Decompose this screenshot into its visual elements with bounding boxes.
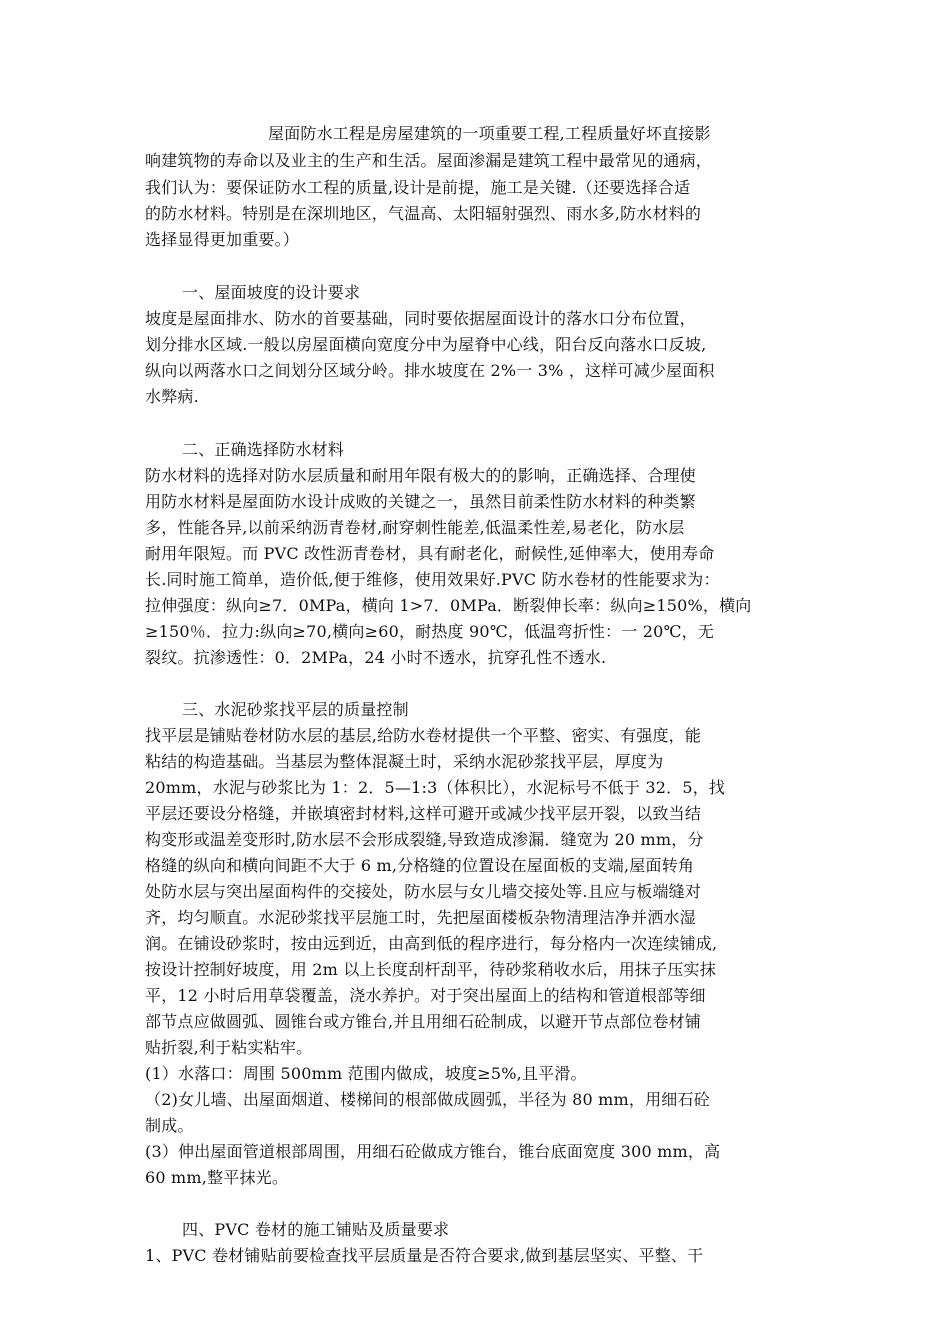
section-3-line-8: 齐，均匀顺直。水泥砂浆找平层施工时，先把屋面楼板杂物清理洁净并洒水湿 xyxy=(145,908,696,927)
section-4-line-1: 1、PVC 卷材铺贴前要检查找平层质量是否符合要求,做到基层坚实、平整、干 xyxy=(145,1246,704,1265)
section-3-line-3: 20mm，水泥与砂浆比为 1：2．5—1:3（体积比），水泥标号不低于 32．5，找 xyxy=(145,778,726,797)
paragraph-intro-line-2: 响建筑物的寿命以及业主的生产和生活。屋面渗漏是建筑工程中最常见的通病， xyxy=(145,151,713,170)
list-item-3-line-1: (3）伸出屋面管道根部周围，用细石砼做成方锥台，锥台底面宽度 300 mm，高 xyxy=(145,1142,721,1161)
section-3-line-9: 润。在铺设砂浆时，按由远到近，由高到低的程序进行，每分格内一次连续铺成, xyxy=(145,934,718,953)
section-1-line-1: 坡度是屋面排水、防水的首要基础，同时要依据屋面设计的落水口分布位置， xyxy=(145,309,696,328)
section-3-line-1: 找平层是铺贴卷材防水层的基层,给防水卷材提供一个平整、密实、有强度，能 xyxy=(145,726,702,745)
section-2-line-4: 耐用年限短。而 PVC 改性沥青卷材，具有耐老化，耐候性,延伸率大，使用寿命 xyxy=(145,544,715,563)
section-3-line-7: 处防水层与突出屋面构件的交接处，防水层与女儿墙交接处等.且应与板端缝对 xyxy=(145,882,702,901)
section-3-line-12: 部节点应做圆弧、圆锥台或方锥台,并且用细石砼制成，以避开节点部位卷材铺 xyxy=(145,1012,702,1031)
paragraph-intro-line-3: 我们认为：要保证防水工程的质量,设计是前提，施工是关键.（还要选择合适 xyxy=(145,178,691,197)
paragraph-intro-line-1: 屋面防水工程是房屋建筑的一项重要工程,工程质量好坏直接影 xyxy=(268,124,711,143)
section-heading-3: 三、水泥砂浆找平层的质量控制 xyxy=(182,700,409,719)
section-2-line-1: 防水材料的选择对防水层质量和耐用年限有极大的的影响，正确选择、合理使 xyxy=(145,466,696,485)
list-item-3-line-2: 60 mm,整平抹光。 xyxy=(145,1168,289,1187)
section-3-line-4: 平层还要设分格缝，并嵌填密封材料,这样可避开或减少找平层开裂，以致当结 xyxy=(145,804,702,823)
list-item-1: (1）水落口：周围 500mm 范围内做成，坡度≥5%,且平滑。 xyxy=(145,1064,587,1083)
section-1-line-4: 水弊病. xyxy=(145,387,199,406)
section-3-line-13: 贴折裂,利于粘实粘牢。 xyxy=(145,1038,313,1057)
section-1-line-3: 纵向以两落水口之间划分区域分岭。排水坡度在 2%一 3% ，这样可减少屋面积 xyxy=(145,361,715,380)
list-item-2-line-2: 制成。 xyxy=(145,1116,194,1135)
paragraph-intro-line-5: 选择显得更加重要。） xyxy=(145,230,300,249)
section-2-line-8: 裂纹。抗渗透性：0．2MPa，24 小时不透水，抗穿孔性不透水. xyxy=(145,648,607,667)
section-3-line-11: 平，12 小时后用草袋覆盖，浇水养护。对于突出屋面上的结构和管道根部等细 xyxy=(145,986,706,1005)
section-heading-4: 四、PVC 卷材的施工铺贴及质量要求 xyxy=(182,1220,450,1239)
paragraph-intro-line-4: 的防水材料。特别是在深圳地区，气温高、太阳辐射强烈、雨水多,防水材料的 xyxy=(145,204,702,223)
section-2-line-7: ≥150％．拉力:纵向≥70,横向≥60，耐热度 90℃，低温弯折性：一 20℃，无 xyxy=(145,622,715,641)
section-heading-1: 一、屋面坡度的设计要求 xyxy=(182,283,361,302)
section-3-line-6: 格缝的纵向和横向间距不大于 6 m,分格缝的位置设在屋面板的支端,屋面转角 xyxy=(145,856,695,875)
section-1-line-2: 划分排水区域.一般以房屋面横向宽度分中为屋脊中心线，阳台反向落水口反坡, xyxy=(145,335,707,354)
section-3-line-5: 构变形或温差变形时,防水层不会形成裂缝,导致造成渗漏．缝宽为 20 mm，分 xyxy=(145,830,704,849)
section-3-line-10: 按设计控制好坡度，用 2m 以上长度刮杆刮平，待砂浆稍收水后，用抹子压实抹 xyxy=(145,960,716,979)
section-3-line-2: 粘结的构造基础。当基层为整体混凝土时，采纳水泥砂浆找平层，厚度为 xyxy=(145,752,664,771)
list-item-2-line-1: （2)女儿墙、出屋面烟道、楼梯间的根部做成圆弧，半径为 80 mm，用细石砼 xyxy=(145,1090,710,1109)
section-2-line-3: 多，性能各异,以前采纳沥青卷材,耐穿刺性能差,低温柔性差,易老化，防水层 xyxy=(145,518,685,537)
section-2-line-6: 拉伸强度：纵向≥7．0MPa，横向 1>7．0MPa．断裂伸长率：纵向≥150%，横向 xyxy=(145,596,752,615)
section-2-line-2: 用防水材料是屋面防水设计成败的关键之一，虽然目前柔性防水材料的种类繁 xyxy=(145,492,696,511)
section-2-line-5: 长.同时施工简单，造价低,便于维修，使用效果好.PVC 防水卷材的性能要求为： xyxy=(145,570,720,589)
section-heading-2: 二、正确选择防水材料 xyxy=(182,440,345,459)
